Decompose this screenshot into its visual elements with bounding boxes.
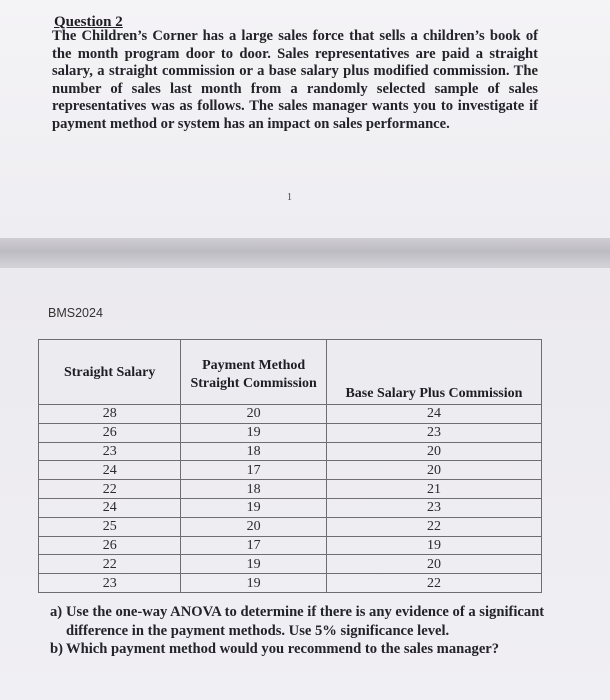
page-divider: [0, 238, 610, 268]
table-cell: 22: [39, 555, 181, 574]
table-row: [39, 498, 542, 517]
table-cell: 19: [181, 574, 327, 593]
question-title: Question 2: [54, 14, 123, 30]
table-row: [39, 574, 542, 593]
course-code: BMS2024: [48, 306, 103, 320]
sales-table: [38, 339, 542, 593]
header-straight-commission: [181, 340, 327, 405]
table-cell: 25: [39, 517, 181, 536]
table-cell: 22: [326, 517, 541, 536]
table-row: [39, 442, 542, 461]
table-cell: 24: [326, 405, 541, 424]
task-b: [50, 640, 550, 659]
table-cell: 23: [39, 442, 181, 461]
table-row: [39, 555, 542, 574]
table-cell: 18: [181, 480, 327, 499]
table-cell: 20: [326, 555, 541, 574]
table-cell: 18: [181, 442, 327, 461]
table-cell: 28: [39, 405, 181, 424]
table-cell: 22: [326, 574, 541, 593]
table-cell: 20: [181, 405, 327, 424]
table-cell: 23: [326, 423, 541, 442]
table-cell: 22: [39, 480, 181, 499]
table-cell: 23: [39, 574, 181, 593]
table-cell: 17: [181, 536, 327, 555]
table-cell: 20: [326, 461, 541, 480]
table-cell: 17: [181, 461, 327, 480]
table-cell: 20: [326, 442, 541, 461]
table-cell: 19: [181, 555, 327, 574]
table-cell: 20: [181, 517, 327, 536]
header-straight-commission-label: Straight Commission: [190, 375, 317, 391]
table-cell: 19: [181, 498, 327, 517]
table-row: [39, 423, 542, 442]
table-row: [39, 517, 542, 536]
header-payment-method: Payment Method: [202, 357, 306, 373]
table-cell: 19: [326, 536, 541, 555]
header-straight-salary: Straight Salary: [39, 340, 181, 405]
page-number: 1: [287, 192, 292, 203]
question-text: The Children’s Corner has a large sales force that sells a children’s book of the month program door to door. Sales representatives are paid a straight salary, a straight commission or a base salary plus modified commission. The number of sales last month from a randomly selected sample of sales representatives was as follows. The sales manager wants you to investigate if payment method or system has an impact on sales performance.: [52, 28, 538, 132]
table-row: [39, 536, 542, 555]
task-a-text: Use the one-way ANOVA to determine if there is any evidence of a significant difference in the payment methods. Use 5% significance level.: [66, 604, 545, 639]
task-b-label: b): [50, 641, 63, 657]
task-b-text: Which payment method would you recommend to the sales manager?: [66, 641, 500, 657]
table-cell: 26: [39, 423, 181, 442]
table-row: [39, 480, 542, 499]
task-a: [50, 603, 550, 640]
table-body: [39, 405, 542, 593]
table-cell: 24: [39, 498, 181, 517]
task-a-label: a): [50, 604, 63, 620]
table-cell: 24: [39, 461, 181, 480]
table-cell: 26: [39, 536, 181, 555]
table-cell: 21: [326, 480, 541, 499]
task-list: [50, 603, 550, 659]
header-base-salary-plus-commission: Base Salary Plus Commission: [326, 340, 541, 405]
table-cell: 23: [326, 498, 541, 517]
table-row: [39, 461, 542, 480]
table-cell: 19: [181, 423, 327, 442]
table-row: [39, 405, 542, 424]
